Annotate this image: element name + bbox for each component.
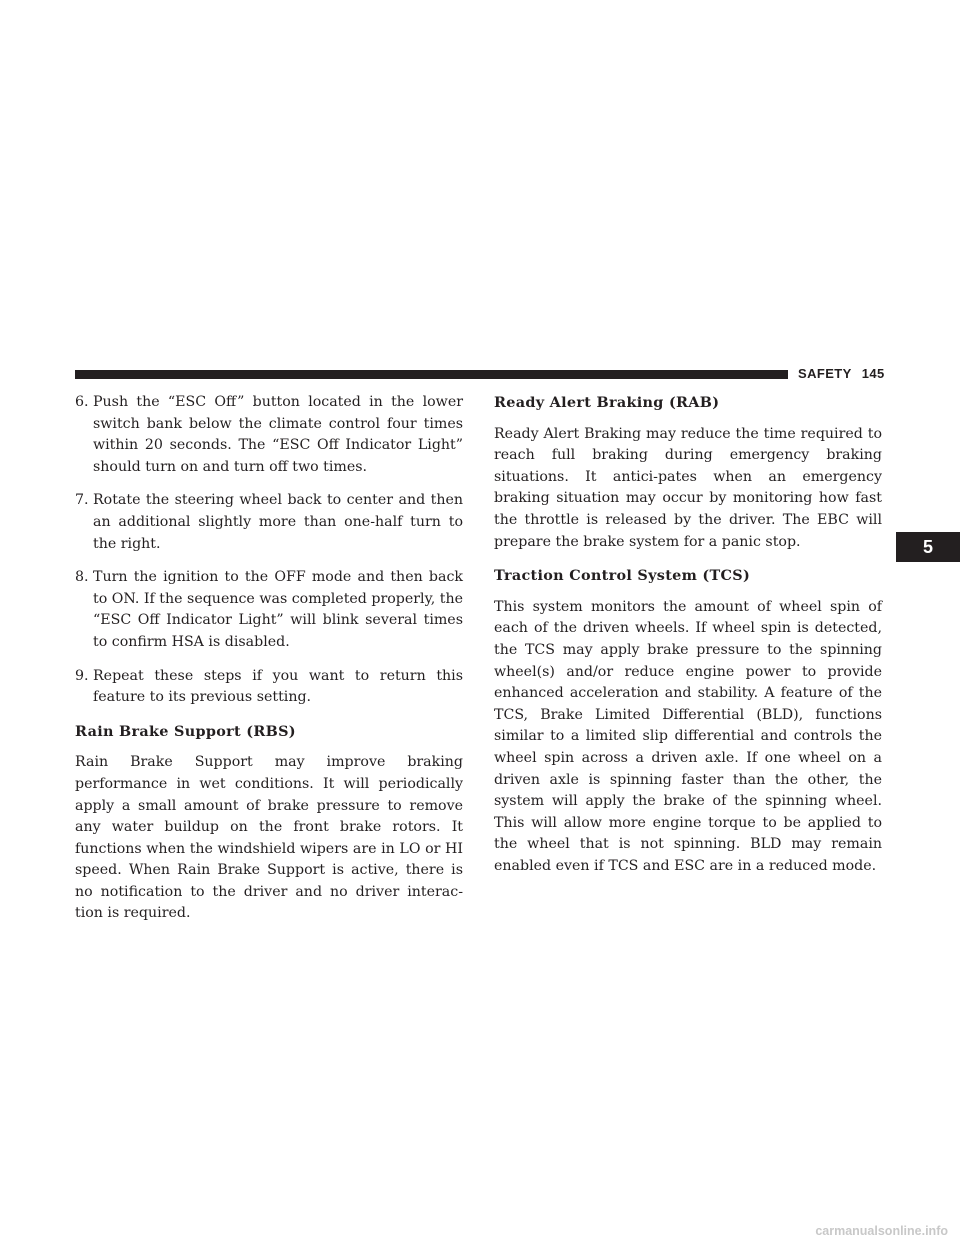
step-6 [75,392,463,478]
page-number: 145 [861,366,885,381]
step-number: 6. [75,394,89,410]
rab-paragraph: Ready Alert Braking may reduce the time required to reach full braking during emergency braking situations. It antici-pates when an emergency braking situation may occur by monitoring how fast the throttle is released by the driver. The EBC will prepare the brake system for a panic stop. [494,425,882,550]
step-number: 8. [75,569,89,586]
chapter-tab: 5 [896,532,960,562]
running-header [798,366,885,381]
step-8 [75,567,463,653]
step-9 [75,666,463,709]
step-text: Turn the ignition to the OFF mode and then back to ON. If the sequence was completed properly, the “ESC Off Indicator Light” will blink several times to confirm HSA is disabled. [93,569,463,650]
step-7 [75,490,463,555]
right-column [494,392,882,889]
left-column [75,392,463,937]
footer-watermark: carmanualsonline.info [815,1224,948,1238]
header-rule [75,370,788,379]
section-title: SAFETY [798,366,852,381]
tcs-paragraph: This system monitors the amount of wheel spin of each of the driven wheels. If wheel spin is detected, the TCS may apply brake pressure to the spinning wheel(s) and/or reduce engine power to provide enhanced acceleration and stability. A feature of the TCS, Brake Limited Differential (BLD), functions similar to a limited slip differential and controls the wheel spin across a driven axle. If one wheel on a driven axle is spinning faster than the other, the system will apply the brake of the spinning wheel. This will allow more engine torque to be applied to the wheel that is not spinning. BLD may remain enabled even if TCS and ESC are in a reduced mode. [494,598,882,874]
step-text: Push the “ESC Off” button located in the lower switch bank below the climate control four times within 20 seconds. The “ESC Off Indicator Light” should turn on and turn off two times. [93,394,463,475]
step-text: Rotate the steering wheel back to center and then an additional slightly more than one-half turn to the right. [93,492,463,552]
step-number: 7. [75,492,89,509]
step-text: Repeat these steps if you want to return this feature to its previous setting. [93,667,463,706]
tcs-heading: Traction Control System (TCS) [494,567,751,585]
step-number: 9. [75,667,89,684]
rab-heading: Ready Alert Braking (RAB) [494,394,720,411]
rbs-heading: Rain Brake Support (RBS) [75,722,296,740]
rbs-paragraph: Rain Brake Support may improve braking performance in wet conditions. It will periodically apply a small amount of brake pressure to remove any water buildup on the front brake rotors. It functions when the windshield wipers are in LO or HI speed. When Rain Brake Support is active, there is no notification to the driver and no driver interac-tion is required. [75,754,463,922]
